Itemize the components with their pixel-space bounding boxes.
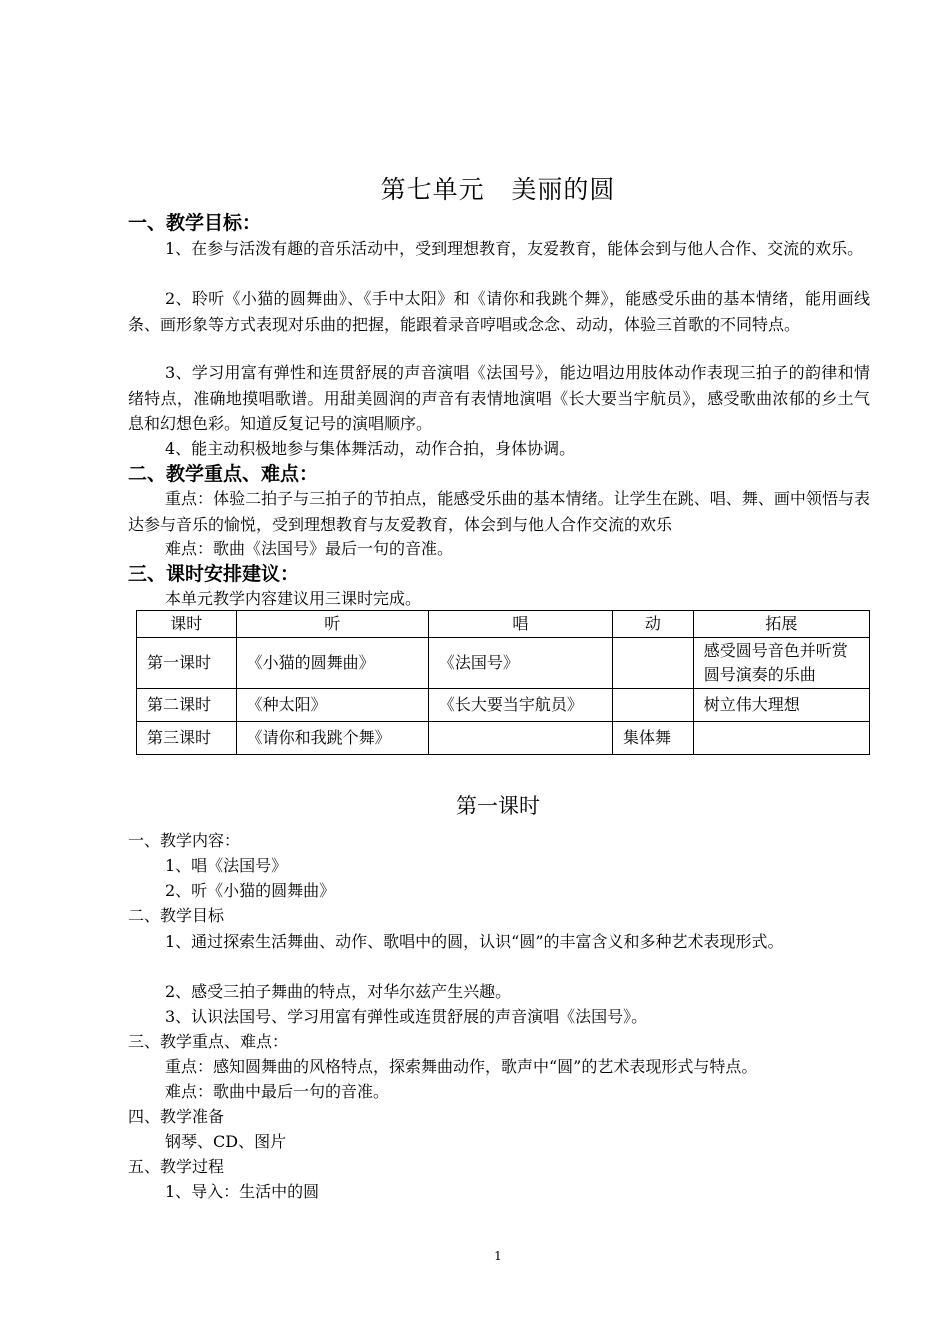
process-heading: 五、教学过程: [128, 1157, 225, 1176]
lesson-key-heading: 三、教学重点、难点：: [128, 1032, 289, 1051]
table-cell: [428, 722, 612, 755]
goal-item-4: 4、能主动积极地参与集体舞活动，动作合拍，身体协调。: [165, 439, 576, 458]
table-cell: 第二课时: [137, 689, 237, 722]
table-row: [137, 722, 870, 755]
table-cell: [693, 722, 869, 755]
section-heading-schedule: 三、课时安排建议：: [128, 563, 300, 585]
lesson-plan-table: [136, 610, 870, 755]
table-cell: 《小猫的圆舞曲》: [236, 638, 428, 689]
lesson-difficult-text: 难点：歌曲中最后一句的音准。: [165, 1082, 390, 1101]
content-heading: 一、教学内容：: [128, 831, 241, 850]
table-header: 听: [236, 611, 428, 638]
goal-item-2: 2、聆听《小猫的圆舞曲》、《手中太阳》和《请你和我跳个舞》，能感受乐曲的基本情绪，能用画线条、画形象等方式表现对乐曲的把握，能跟着录音哼唱或念念、动动，体验三首歌的不同特点。: [128, 289, 870, 334]
content-item-1: 1、唱《法国号》: [165, 856, 288, 875]
table-row: [137, 638, 870, 689]
goal-item-1: 1、在参与活泼有趣的音乐活动中，受到理想教育，友爱教育，能体会到与他人合作、交流的欢乐。: [165, 239, 864, 258]
table-cell: 《请你和我跳个舞》: [236, 722, 428, 755]
lesson-goal-2: 2、感受三拍子舞曲的特点，对华尔兹产生兴趣。: [165, 982, 512, 1001]
unit-title: 第七单元 美丽的圆: [380, 175, 616, 204]
lesson-goal-heading: 二、教学目标: [128, 906, 225, 925]
schedule-intro: 本单元教学内容建议用三课时完成。: [165, 589, 422, 608]
lesson-title: 第一课时: [456, 794, 540, 818]
prep-text: 钢琴、CD、图片: [165, 1132, 287, 1151]
table-cell: 集体舞: [613, 722, 694, 755]
table-header: 唱: [428, 611, 612, 638]
process-step-1: 1、导入：生活中的圆: [165, 1182, 320, 1201]
section-heading-goals: 一、教学目标：: [128, 212, 262, 234]
table-header-row: [137, 611, 870, 638]
table-header: 课时: [137, 611, 237, 638]
page-number: 1: [494, 1249, 502, 1263]
table-cell: 树立伟大理想: [693, 689, 869, 722]
table-cell: 第一课时: [137, 638, 237, 689]
table-header: 动: [613, 611, 694, 638]
table-cell: 《长大要当宇航员》: [428, 689, 612, 722]
goal-item-3: 3、学习用富有弹性和连贯舒展的声音演唱《法国号》，能边唱边用肢体动作表现三拍子的韵律和情绪特点，准确地摸唱歌谱。用甜美圆润的声音有表情地演唱《长大要当宇航员》，感受歌曲浓郁的乡土气息和幻想色彩。知道反复记号的演唱顺序。: [128, 363, 870, 433]
table-cell: [613, 689, 694, 722]
table-cell: 第三课时: [137, 722, 237, 755]
lesson-goal-1: 1、通过探索生活舞曲、动作、歌唱中的圆，认识“圆”的丰富含义和多种艺术表现形式。: [165, 932, 784, 951]
table-header: 拓展: [693, 611, 869, 638]
table-cell: 《法国号》: [428, 638, 612, 689]
table-row: [137, 689, 870, 722]
table-cell: 感受圆号音色并听赏圆号演奏的乐曲: [693, 638, 869, 689]
prep-heading: 四、教学准备: [128, 1107, 225, 1126]
table-cell: 《种太阳》: [236, 689, 428, 722]
content-item-2: 2、听《小猫的圆舞曲》: [165, 881, 336, 900]
table-cell: [613, 638, 694, 689]
lesson-key-text: 重点：感知圆舞曲的风格特点，探索舞曲动作，歌声中“圆”的艺术表现形式与特点。: [165, 1057, 758, 1076]
section-heading-keypoints: 二、教学重点、难点：: [128, 463, 319, 485]
lesson-goal-3: 3、认识法国号、学习用富有弹性或连贯舒展的声音演唱《法国号》。: [165, 1007, 648, 1026]
key-point-text: 重点：体验二拍子与三拍子的节拍点，能感受乐曲的基本情绪。让学生在跳、唱、舞、画中领悟与表达参与音乐的愉悦，受到理想教育与友爱教育，体会到与他人合作交流的欢乐: [128, 489, 870, 534]
difficult-point-text: 难点：歌曲《法国号》最后一句的音准。: [165, 539, 454, 558]
